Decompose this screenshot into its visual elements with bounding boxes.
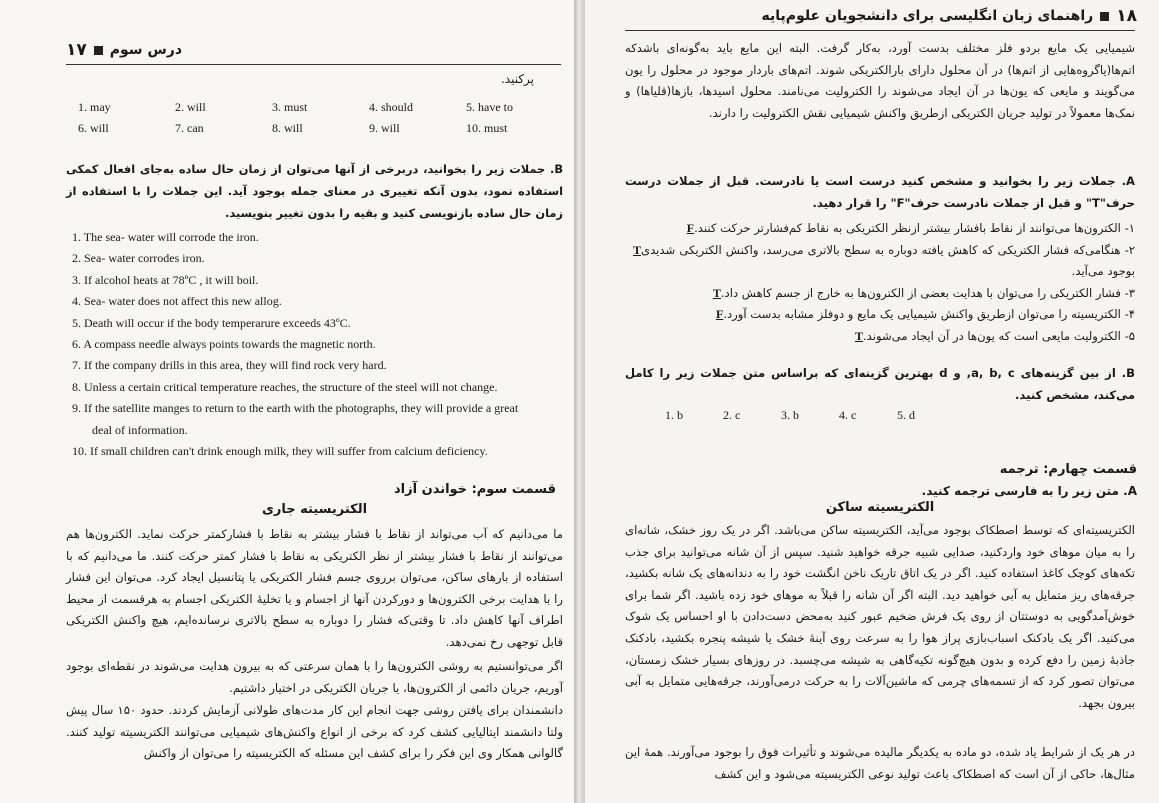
header-square-icon — [94, 46, 103, 55]
top-paragraph: شیمیایی یک مایع بردو فلز مختلف بدست آورد، به‌کار گرفت. البته این مایع باید به‌گونه‌ای باشدکه اتم‌ها(یاگروه‌هایی از اتم‌ها) در آن محلول دارای بارالکتریکی شوند. اتم‌های باردار موجود در محلول را یون می‌گویند و مایعی که یون‌ها در آن ایجاد می‌شوند را الکترولیت می‌نامند. محلول اسیدها، بازها(قلیاها) و نمک‌ها معمولاً در تولید جریان الکتریکی ازطریق واکنش شیمیایی نقش الکترولیت را دارند. — [625, 41, 1135, 120]
mcq-answer: 5. d — [897, 408, 915, 422]
mcq-answer-row — [665, 408, 955, 423]
tf-mark: T — [633, 242, 642, 257]
left-page-number: ۱۷ — [66, 40, 87, 60]
sentence-item: 5. Death will occur if the body temperarure exceeds 43ºC. — [72, 315, 351, 330]
sentence-item: 1. The sea- water will corrode the iron. — [72, 230, 259, 244]
sentence-item: 4. Sea- water does not affect this new allog. — [72, 294, 282, 309]
header-rule — [66, 64, 561, 65]
section-a-instruction: A. جملات زیر را بخوانید و مشخص کنید درست است یا نادرست. قبل از جملات درست حرف"T" و قبل از جملات نادرست حرف"F" را قرار دهید. — [625, 174, 1135, 210]
left-header-title: درس سوم — [109, 42, 183, 58]
answer-key-item: 4. should — [369, 100, 414, 114]
mcq-answer: 2. c — [723, 408, 741, 422]
sentence-list — [72, 227, 562, 462]
header-rule — [625, 30, 1135, 31]
sentence-item: 8. Unless a certain critical temperature reaches, the structure of the steel will not change. — [72, 379, 498, 394]
tf-item: ۵- الکترولیت مایعی است که یون‌ها در آن ایجاد می‌شوند. T — [625, 326, 1135, 348]
section-b-instruction: B. جملات زیر را بخوانید، دربرخی از آنها می‌توان از زمان حال ساده به‌جای افعال کمکی استفاده نمود، بدون آنکه تغییری در معنای جمله بوجود آید. این جملات را با استفاده از زمان حال ساده بازنویسی کنید و بقیه را بدون تغییر بنویسید. — [66, 162, 563, 220]
sentence-item: 6. A compass needle always points towards the magnetic north. — [72, 337, 376, 352]
tf-mark: F — [715, 307, 724, 322]
answer-key-item: 10. must — [466, 121, 508, 135]
sentence-item: 7. If the company drills in this area, they will find rock very hard. — [72, 358, 387, 373]
sentence-item: 3. If alcohol heats at 78ºC , it will boil. — [72, 272, 259, 287]
tf-mark: F — [686, 221, 695, 235]
tf-mark: T — [854, 328, 863, 343]
mcq-answer: 3. b — [781, 408, 799, 422]
tf-item: ۲- هنگامی‌که فشار الکتریکی که کاهش یافته دوباره به سطح بالاتری می‌رسد، واکنش الکتریکی شدیدی بوجود می‌آید. T — [625, 240, 1135, 283]
tf-item: ۱- الکترون‌ها می‌توانند از نقاط بافشار بیشتر ازنظر الکتریکی به نقاط کم‌فشارتر حرکت کنند. F — [625, 218, 1135, 240]
section-b-mcq-instruction: B. از بین گزینه‌های a, b, c, و d بهترین گزینه‌ای که براساس متن جملات زیر را کامل می‌کند، مشخص کنید. — [625, 366, 1135, 402]
intro-fragment: پرکنید. — [500, 72, 534, 86]
section3-title: قسمت سوم: خواندن آزاد — [394, 482, 556, 497]
answer-key-item: 8. will — [272, 121, 303, 135]
answer-key-item: 9. will — [369, 121, 400, 135]
right-page-number: ۱۸ — [1116, 6, 1137, 26]
answer-key-item: 5. have to — [466, 100, 513, 114]
mcq-answer: 1. b — [665, 408, 683, 422]
tf-item: ۳- فشار الکتریکی را می‌توان با هدایت بعضی از الکترون‌ها به خارج از جسم کاهش داد. T — [625, 283, 1135, 305]
right-page-header — [762, 6, 1137, 26]
left-page — [0, 0, 574, 803]
answer-key-item: 6. will — [78, 121, 109, 135]
answer-key-item: 3. must — [272, 100, 308, 114]
reading-paragraph-2: اگر می‌توانستیم به روشی الکترون‌ها را با همان سرعتی که به بیرون هدایت می‌شوند در نقطه‌ای بوجود آوریم، جریان دائمی از الکترون‌ها، یا جریان الکتریکی در اختیار داشتیم. — [66, 659, 563, 695]
answer-key-item: 2. will — [175, 100, 206, 114]
true-false-list — [625, 218, 1135, 348]
sentence-item: 10. If small children can't drink enough milk, they will suffer from calcium deficiency. — [72, 444, 488, 459]
translation-title: الکتریسیته ساکن — [825, 500, 935, 515]
tf-mark: T — [712, 285, 721, 300]
book-gutter — [574, 0, 585, 803]
answer-key-item: 7. can — [175, 121, 204, 135]
right-page — [585, 0, 1159, 803]
section4-title: قسمت چهارم: ترجمه — [999, 462, 1137, 477]
answer-key-item: 1. may — [78, 100, 111, 114]
mcq-answer: 4. c — [839, 408, 857, 422]
reading-paragraph-1: ما می‌دانیم که آب می‌تواند از نقاط با فشار بیشتر به نقاط با فشارکمتر حرکت نماید. الکترون‌ها هم می‌توانند از نقاط با فشار بیشتر از نظر الکتریکی به نقاط با فشار کمتر حرکت کنند. ما می‌دانیم که با استفاده از بارهای ساکن، می‌توان برروی جسم فشار الکتریکی یا پتانسیل ایجاد کرد. می‌توان این فشار را با هدایت برخی الکترون‌ها و دورکردن آنها از اجسام و یا تخلیهٔ الکتریکی اجسام به هرقسمت از محیط اطراف آنها کاهش داد. تا وقتی‌که فشار را دوباره به سطح بالاتری نرسانده‌ایم، هیچ واکنش الکتریکی قابل توجهی رخ نمی‌دهد. — [66, 527, 563, 649]
translation-paragraph-2: در هر یک از شرایط یاد شده، دو ماده به یکدیگر مالیده می‌شوند و تأثیرات فوق را بوجود می‌آورند. همهٔ این مثال‌ها، حاکی از آن است که اصطکاک باعث تولید نوعی الکتریسیته می‌شود و این کشف — [625, 745, 1135, 781]
sentence-item-continuation: deal of information. — [92, 422, 188, 437]
sentence-item: 2. Sea- water corrodes iron. — [72, 251, 205, 266]
reading-paragraph-3: دانشمندان برای یافتن روشی جهت انجام این کار مدت‌های طولانی آزمایش کردند. حدود ۱۵۰ سال پیش ولتا دانشمند ایتالیایی کشف کرد که برخی از انواع واکنش‌های شیمیایی می‌توانند الکتریسیته تولید کنند. گالوانی همکار وی این فکر را برای کشف این مسئله که الکتریسیته را می‌توان از واکنش — [66, 703, 563, 761]
sentence-item: 9. If the satellite manges to return to the earth with the photographs, they will provide a great — [72, 401, 519, 416]
tf-item: ۴- الکتریسیته را می‌توان ازطریق واکنش شیمیایی یک مایع و دوفلز مشابه بدست آورد. F — [625, 304, 1135, 326]
left-page-header — [66, 40, 182, 60]
header-square-icon — [1100, 12, 1109, 21]
translation-paragraph-1: الکتریسیته‌ای که توسط اصطکاک بوجود می‌آید، الکتریسیته ساکن می‌باشد. اگر در یک روز خشک، شانه‌ای را به میان موهای خود واردکنید، صدایی شبیه جرقه خواهید شنید. سپس از آن شانه می‌توانید برای جذب تکه‌های کوچک کاغذ استفاده کنید. اگر در یک اتاق تاریک ناخن انگشت خود را به دندانه‌های یک شانه بکشید، جرقه‌های ریز متمایل به آبی خواهید دید. البته اگر آن شانه را قبلاً به موهای خود زده باشید. اگر شما برای خوش‌آمدگویی به دوستتان از روی یک فرش ضخیم عبور کنید به‌محض دست‌دادن با او احساس یک شوک می‌کنید. اگر یک بادکنک اسباب‌بازی پراز هوا را به سرعت روی آینهٔ خشک یا شیشه پنجره بکشید، بادکنک جاذبهٔ زمین را دفع کرده و بدون هیچ‌گونه تکیه‌گاهی به شیشه می‌چسبد. در روزهای بسیار خشک زمستان، می‌توان تصور کرد که از تسمه‌های چرمی که ماشین‌آلات را به حرکت درمی‌آورند، جرقه‌هایی متمایل به آبی بیرون بجهد. — [625, 523, 1135, 710]
right-header-title: راهنمای زبان انگلیسی برای دانشجویان علوم‌پایه — [761, 8, 1094, 24]
reading-title: الکتریسیته جاری — [261, 502, 368, 517]
answer-key-grid — [78, 100, 563, 136]
section4-instruction: A. متن زیر را به فارسی ترجمه کنید. — [921, 484, 1137, 498]
